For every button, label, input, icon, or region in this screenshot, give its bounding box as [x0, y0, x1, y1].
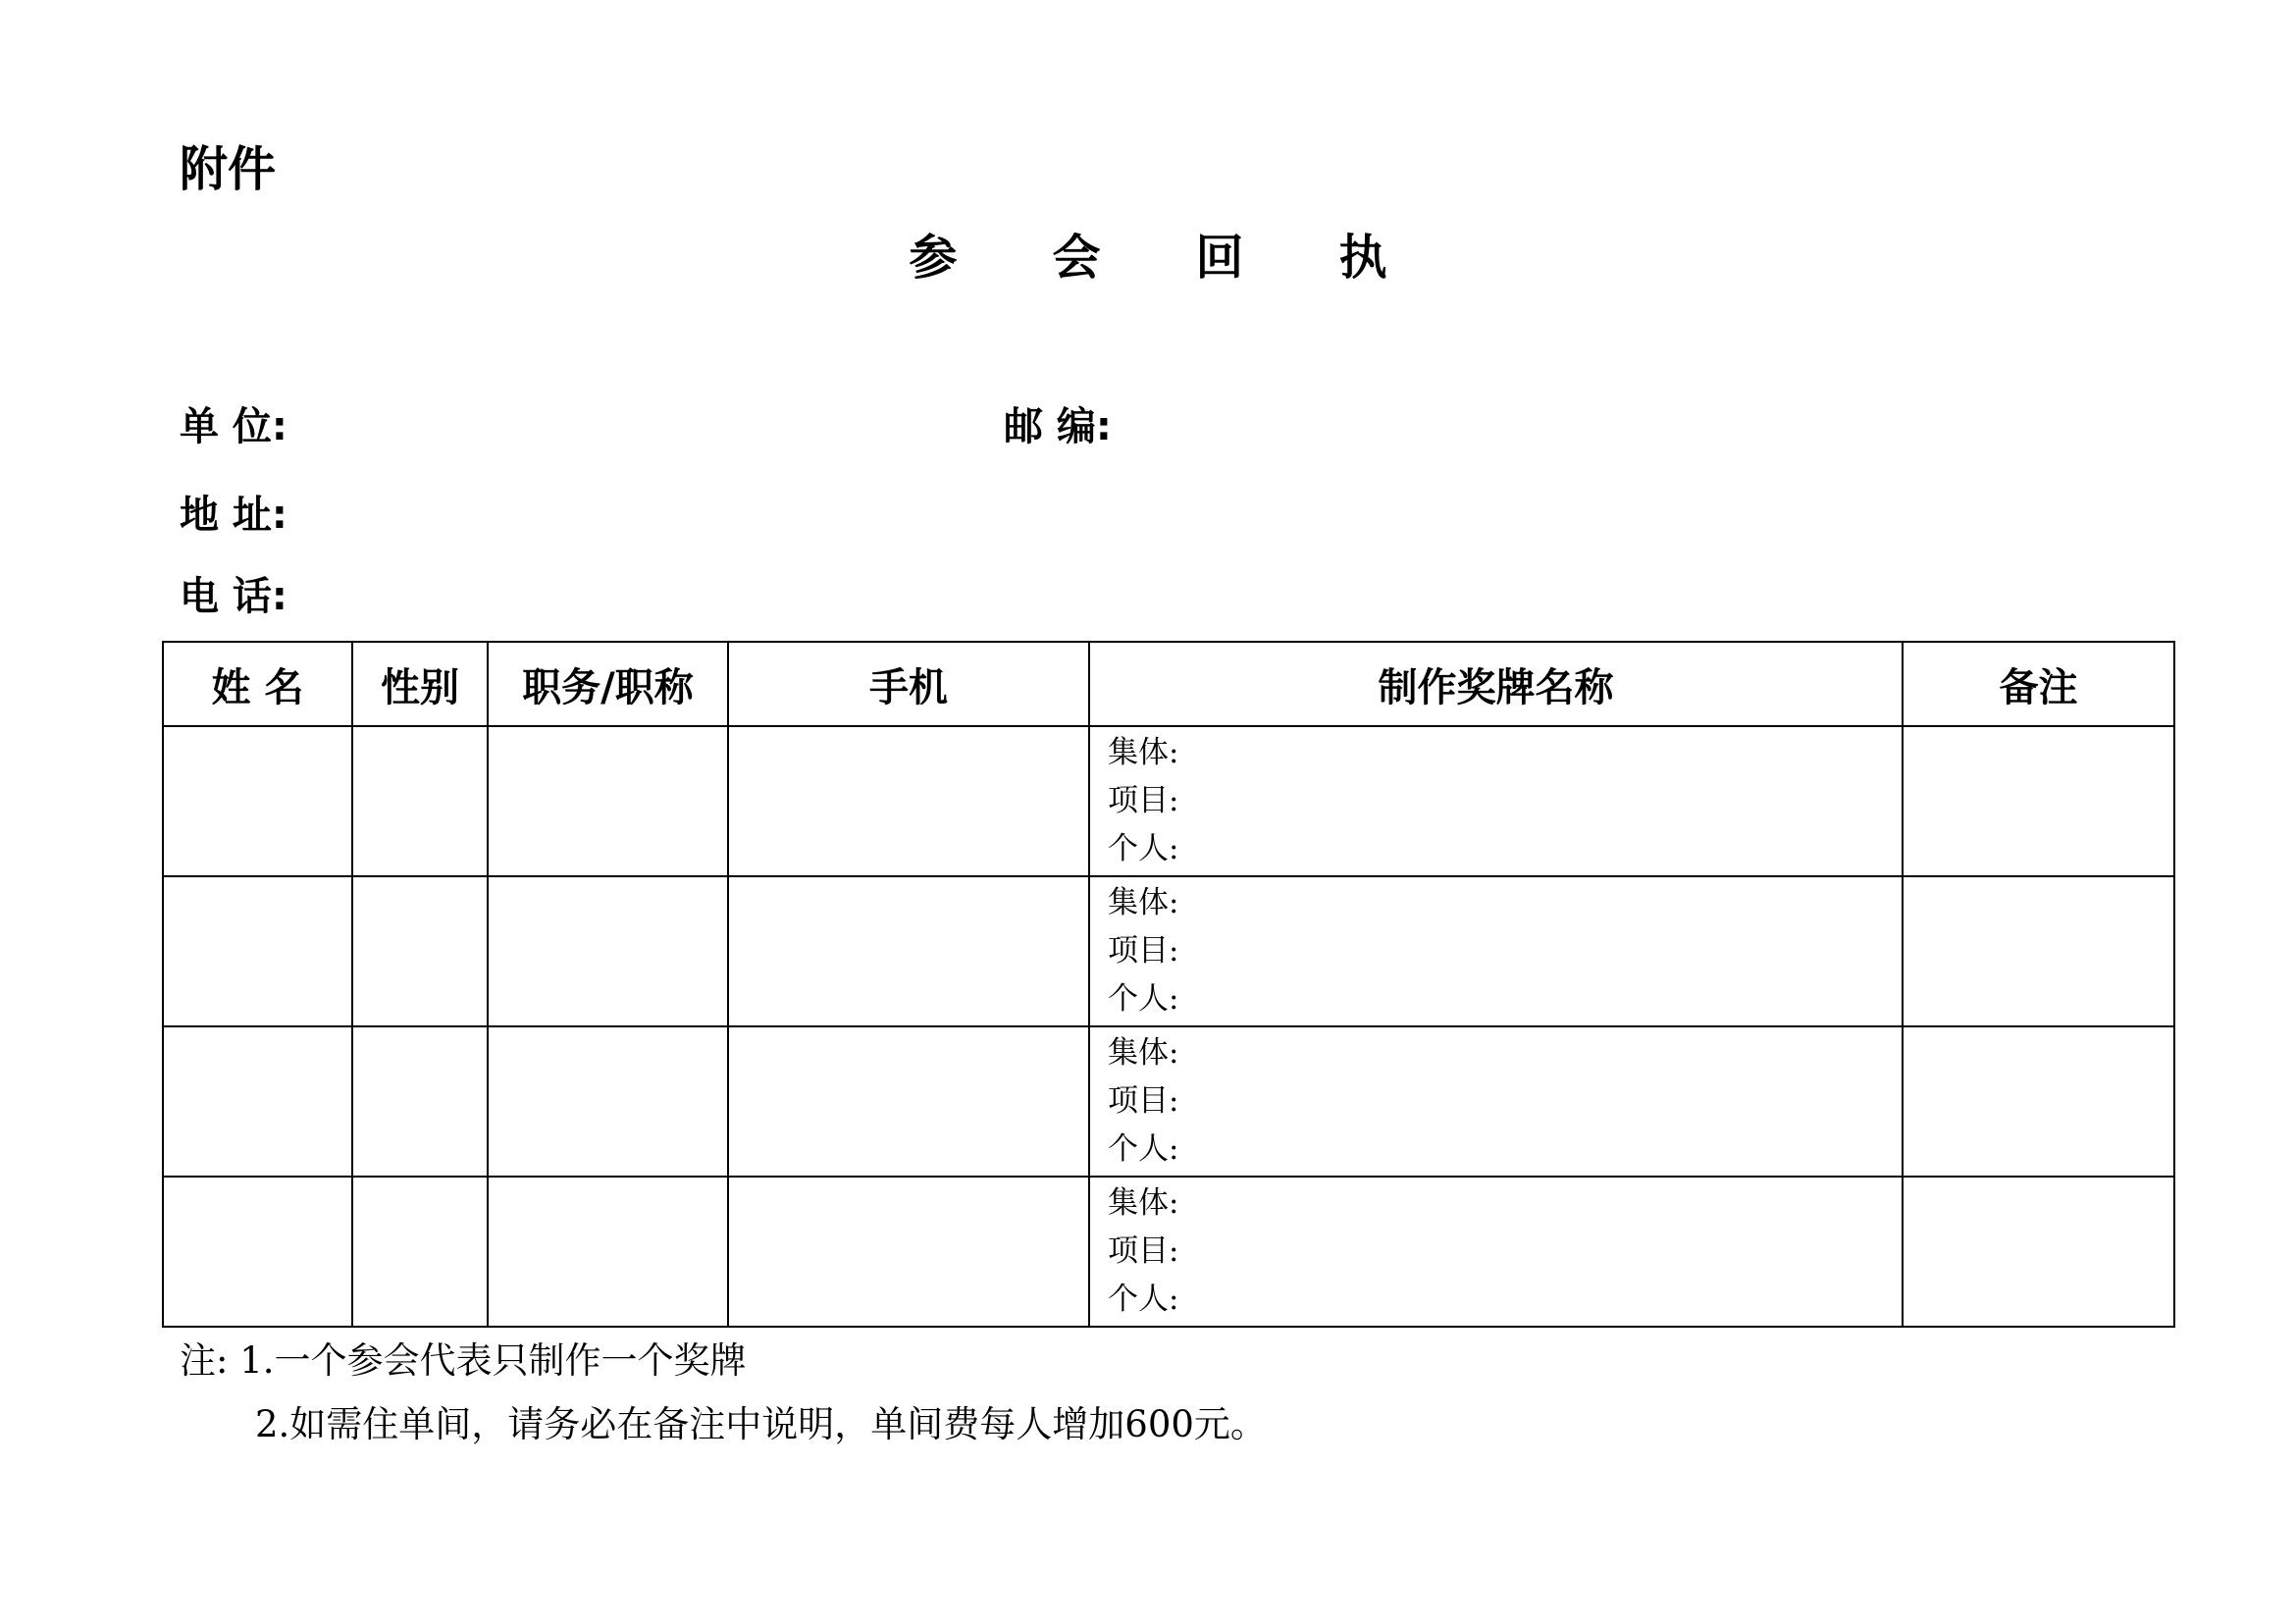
gender-cell[interactable]: [352, 1177, 488, 1327]
name-cell[interactable]: [163, 1026, 352, 1177]
title-cell[interactable]: [488, 1177, 728, 1327]
award-event-label: 项目:: [1108, 1233, 1179, 1269]
gender-cell[interactable]: [352, 726, 488, 876]
table-row: [163, 726, 2174, 876]
remark-cell[interactable]: [1903, 726, 2174, 876]
title-cell[interactable]: [488, 726, 728, 876]
remark-cell[interactable]: [1903, 876, 2174, 1026]
column-header-remark: 备注: [1903, 642, 2174, 726]
award-individual-label: 个人:: [1108, 831, 1179, 866]
table-row: [163, 1177, 2174, 1327]
table-row: [163, 876, 2174, 1026]
award-individual-label: 个人:: [1108, 981, 1179, 1017]
address-field-label: 地 址:: [180, 493, 287, 538]
award-collective-label: 集体:: [1108, 885, 1179, 920]
postcode-field-label: 邮 编:: [1004, 404, 1112, 449]
note-line-1: 注: 1.一个参会代表只制作一个奖牌: [180, 1339, 747, 1382]
registration-table: [162, 641, 2175, 1328]
title-cell[interactable]: [488, 876, 728, 1026]
attachment-label: 附件: [180, 141, 277, 197]
mobile-cell[interactable]: [728, 726, 1089, 876]
award-name-cell[interactable]: [1089, 876, 1903, 1026]
mobile-cell[interactable]: [728, 1177, 1089, 1327]
mobile-cell[interactable]: [728, 876, 1089, 1026]
table-row: [163, 1026, 2174, 1177]
unit-field-label: 单 位:: [180, 404, 287, 449]
name-cell[interactable]: [163, 1177, 352, 1327]
award-event-label: 项目:: [1108, 1083, 1179, 1119]
award-name-cell[interactable]: [1089, 1177, 1903, 1327]
phone-field-label: 电 话:: [180, 574, 287, 619]
column-header-gender: 性别: [352, 642, 488, 726]
award-individual-label: 个人:: [1108, 1282, 1179, 1317]
name-cell[interactable]: [163, 726, 352, 876]
gender-cell[interactable]: [352, 1026, 488, 1177]
remark-cell[interactable]: [1903, 1026, 2174, 1177]
title-char: 参: [909, 230, 958, 286]
title-char: 会: [1052, 230, 1101, 286]
award-event-label: 项目:: [1108, 933, 1179, 969]
column-header-title: 职务/职称: [488, 642, 728, 726]
document-title: [0, 229, 2296, 288]
award-collective-label: 集体:: [1108, 735, 1179, 770]
table-header-row: [163, 642, 2174, 726]
remark-cell[interactable]: [1903, 1177, 2174, 1327]
name-cell[interactable]: [163, 876, 352, 1026]
award-event-label: 项目:: [1108, 783, 1179, 818]
award-name-cell[interactable]: [1089, 726, 1903, 876]
award-name-cell[interactable]: [1089, 1026, 1903, 1177]
column-header-award-name: 制作奖牌名称: [1089, 642, 1903, 726]
note-line-2: 2.如需住单间，请务必在备注中说明，单间费每人增加600元。: [255, 1403, 1267, 1445]
title-cell[interactable]: [488, 1026, 728, 1177]
title-char: 回: [1195, 230, 1244, 286]
title-char: 执: [1338, 230, 1387, 286]
column-header-mobile: 手机: [728, 642, 1089, 726]
gender-cell[interactable]: [352, 876, 488, 1026]
column-header-name: 姓 名: [163, 642, 352, 726]
mobile-cell[interactable]: [728, 1026, 1089, 1177]
award-collective-label: 集体:: [1108, 1185, 1179, 1221]
award-individual-label: 个人:: [1108, 1131, 1179, 1167]
award-collective-label: 集体:: [1108, 1035, 1179, 1071]
